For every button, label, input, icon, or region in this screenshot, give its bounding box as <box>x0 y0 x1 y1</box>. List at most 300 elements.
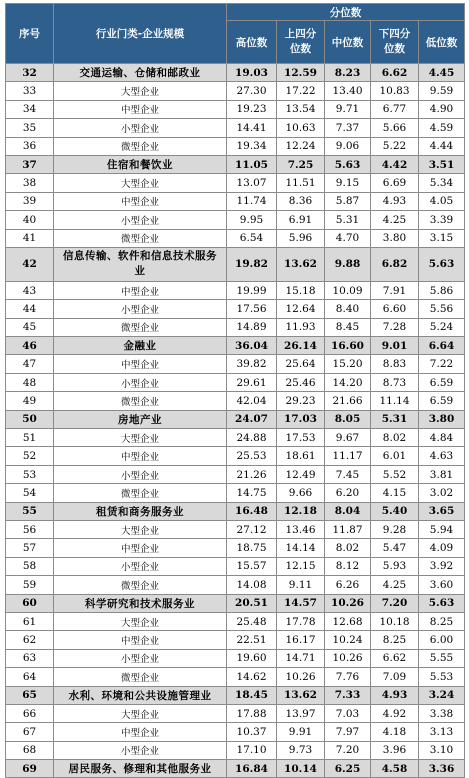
size-name-cell: 中型企业 <box>54 539 227 557</box>
high-cell: 14.41 <box>227 119 277 137</box>
low-cell: 5.24 <box>419 318 465 336</box>
low-cell: 9.59 <box>419 82 465 100</box>
upper-quartile-cell: 11.51 <box>277 174 325 192</box>
size-name-cell: 中型企业 <box>54 355 227 373</box>
header-industry: 行业门类-企业规模 <box>54 4 227 64</box>
upper-quartile-cell: 12.59 <box>277 64 325 82</box>
lower-quartile-cell: 7.91 <box>371 281 419 299</box>
high-cell: 29.61 <box>227 373 277 391</box>
size-name-cell: 中型企业 <box>54 192 227 210</box>
size-name-cell: 大型企业 <box>54 429 227 447</box>
median-cell: 10.26 <box>325 594 371 612</box>
high-cell: 22.51 <box>227 631 277 649</box>
industry-row <box>6 594 465 612</box>
upper-quartile-cell: 13.97 <box>277 704 325 722</box>
table-row <box>6 704 465 722</box>
upper-quartile-cell: 13.46 <box>277 520 325 538</box>
size-name-cell: 小型企业 <box>54 649 227 667</box>
median-cell: 8.40 <box>325 300 371 318</box>
low-cell: 4.59 <box>419 119 465 137</box>
industry-row <box>6 155 465 173</box>
row-number-cell: 51 <box>6 429 54 447</box>
lower-quartile-cell: 4.42 <box>371 155 419 173</box>
industry-name-cell: 房地产业 <box>54 410 227 428</box>
upper-quartile-cell: 25.46 <box>277 373 325 391</box>
median-cell: 6.20 <box>325 484 371 502</box>
row-number-cell: 44 <box>6 300 54 318</box>
industry-row <box>6 686 465 704</box>
high-cell: 19.99 <box>227 281 277 299</box>
low-cell: 6.64 <box>419 337 465 355</box>
table-row <box>6 484 465 502</box>
low-cell: 4.63 <box>419 447 465 465</box>
low-cell: 3.10 <box>419 741 465 759</box>
median-cell: 15.20 <box>325 355 371 373</box>
upper-quartile-cell: 7.25 <box>277 155 325 173</box>
table-row <box>6 723 465 741</box>
table-row <box>6 82 465 100</box>
header-lower-quartile: 下四分位数 <box>371 21 419 64</box>
low-cell: 3.02 <box>419 484 465 502</box>
table-row <box>6 192 465 210</box>
row-number-cell: 35 <box>6 119 54 137</box>
table-header <box>6 4 465 64</box>
row-number-cell: 41 <box>6 229 54 247</box>
lower-quartile-cell: 3.96 <box>371 741 419 759</box>
median-cell: 7.37 <box>325 119 371 137</box>
low-cell: 7.22 <box>419 355 465 373</box>
high-cell: 24.88 <box>227 429 277 447</box>
low-cell: 3.36 <box>419 760 465 778</box>
upper-quartile-cell: 12.18 <box>277 502 325 520</box>
high-cell: 14.89 <box>227 318 277 336</box>
upper-quartile-cell: 17.78 <box>277 612 325 630</box>
table-row <box>6 557 465 575</box>
median-cell: 9.15 <box>325 174 371 192</box>
header-seq: 序号 <box>6 4 54 64</box>
high-cell: 10.37 <box>227 723 277 741</box>
row-number-cell: 54 <box>6 484 54 502</box>
table-row <box>6 100 465 118</box>
upper-quartile-cell: 5.96 <box>277 229 325 247</box>
high-cell: 19.03 <box>227 64 277 82</box>
row-number-cell: 47 <box>6 355 54 373</box>
table-row <box>6 649 465 667</box>
industry-row <box>6 337 465 355</box>
median-cell: 9.88 <box>325 247 371 281</box>
high-cell: 6.54 <box>227 229 277 247</box>
low-cell: 6.00 <box>419 631 465 649</box>
table-row <box>6 137 465 155</box>
table-row <box>6 318 465 336</box>
upper-quartile-cell: 6.91 <box>277 211 325 229</box>
lower-quartile-cell: 5.31 <box>371 410 419 428</box>
median-cell: 8.04 <box>325 502 371 520</box>
row-number-cell: 65 <box>6 686 54 704</box>
industry-row <box>6 502 465 520</box>
table-row <box>6 392 465 410</box>
size-name-cell: 小型企业 <box>54 557 227 575</box>
upper-quartile-cell: 10.26 <box>277 668 325 686</box>
table-row <box>6 281 465 299</box>
high-cell: 18.45 <box>227 686 277 704</box>
high-cell: 36.04 <box>227 337 277 355</box>
industry-name-cell: 科学研究和技术服务业 <box>54 594 227 612</box>
median-cell: 10.24 <box>325 631 371 649</box>
row-number-cell: 36 <box>6 137 54 155</box>
lower-quartile-cell: 6.62 <box>371 64 419 82</box>
row-number-cell: 45 <box>6 318 54 336</box>
median-cell: 7.76 <box>325 668 371 686</box>
low-cell: 5.94 <box>419 520 465 538</box>
high-cell: 17.10 <box>227 741 277 759</box>
median-cell: 10.26 <box>325 649 371 667</box>
lower-quartile-cell: 5.93 <box>371 557 419 575</box>
high-cell: 17.88 <box>227 704 277 722</box>
row-number-cell: 37 <box>6 155 54 173</box>
size-name-cell: 微型企业 <box>54 392 227 410</box>
low-cell: 3.81 <box>419 465 465 483</box>
upper-quartile-cell: 12.64 <box>277 300 325 318</box>
size-name-cell: 微型企业 <box>54 229 227 247</box>
size-name-cell: 中型企业 <box>54 723 227 741</box>
size-name-cell: 中型企业 <box>54 631 227 649</box>
low-cell: 6.59 <box>419 373 465 391</box>
table-row <box>6 211 465 229</box>
industry-name-cell: 信息传输、软件和信息技术服务业 <box>54 247 227 281</box>
lower-quartile-cell: 9.01 <box>371 337 419 355</box>
industry-name-cell: 水利、环境和公共设施管理业 <box>54 686 227 704</box>
lower-quartile-cell: 6.60 <box>371 300 419 318</box>
low-cell: 3.38 <box>419 704 465 722</box>
row-number-cell: 39 <box>6 192 54 210</box>
industry-row <box>6 247 465 281</box>
low-cell: 3.51 <box>419 155 465 173</box>
header-median: 中位数 <box>325 21 371 64</box>
low-cell: 4.09 <box>419 539 465 557</box>
median-cell: 9.06 <box>325 137 371 155</box>
median-cell: 8.05 <box>325 410 371 428</box>
row-number-cell: 43 <box>6 281 54 299</box>
industry-name-cell: 交通运输、仓储和邮政业 <box>54 64 227 82</box>
lower-quartile-cell: 6.77 <box>371 100 419 118</box>
high-cell: 14.62 <box>227 668 277 686</box>
lower-quartile-cell: 7.09 <box>371 668 419 686</box>
median-cell: 7.20 <box>325 741 371 759</box>
median-cell: 11.87 <box>325 520 371 538</box>
lower-quartile-cell: 6.69 <box>371 174 419 192</box>
row-number-cell: 56 <box>6 520 54 538</box>
upper-quartile-cell: 9.91 <box>277 723 325 741</box>
lower-quartile-cell: 4.92 <box>371 704 419 722</box>
size-name-cell: 微型企业 <box>54 318 227 336</box>
row-number-cell: 34 <box>6 100 54 118</box>
table-row <box>6 174 465 192</box>
high-cell: 19.34 <box>227 137 277 155</box>
size-name-cell: 小型企业 <box>54 211 227 229</box>
high-cell: 9.95 <box>227 211 277 229</box>
lower-quartile-cell: 7.20 <box>371 594 419 612</box>
size-name-cell: 大型企业 <box>54 612 227 630</box>
high-cell: 15.57 <box>227 557 277 575</box>
row-number-cell: 53 <box>6 465 54 483</box>
row-number-cell: 63 <box>6 649 54 667</box>
header-upper-quartile: 上四分位数 <box>277 21 325 64</box>
lower-quartile-cell: 4.93 <box>371 192 419 210</box>
low-cell: 3.60 <box>419 576 465 594</box>
upper-quartile-cell: 17.53 <box>277 429 325 447</box>
row-number-cell: 62 <box>6 631 54 649</box>
row-number-cell: 60 <box>6 594 54 612</box>
upper-quartile-cell: 17.03 <box>277 410 325 428</box>
table-row <box>6 741 465 759</box>
industry-name-cell: 租赁和商务服务业 <box>54 502 227 520</box>
table-row <box>6 229 465 247</box>
upper-quartile-cell: 14.14 <box>277 539 325 557</box>
lower-quartile-cell: 4.25 <box>371 576 419 594</box>
header-low: 低位数 <box>419 21 465 64</box>
row-number-cell: 46 <box>6 337 54 355</box>
row-number-cell: 33 <box>6 82 54 100</box>
high-cell: 19.60 <box>227 649 277 667</box>
median-cell: 8.02 <box>325 539 371 557</box>
low-cell: 3.13 <box>419 723 465 741</box>
row-number-cell: 57 <box>6 539 54 557</box>
row-number-cell: 49 <box>6 392 54 410</box>
wage-percentile-table <box>5 3 465 778</box>
median-cell: 7.45 <box>325 465 371 483</box>
low-cell: 3.80 <box>419 410 465 428</box>
median-cell: 12.68 <box>325 612 371 630</box>
low-cell: 4.84 <box>419 429 465 447</box>
median-cell: 8.12 <box>325 557 371 575</box>
industry-name-cell: 住宿和餐饮业 <box>54 155 227 173</box>
upper-quartile-cell: 8.36 <box>277 192 325 210</box>
low-cell: 6.59 <box>419 392 465 410</box>
low-cell: 3.15 <box>419 229 465 247</box>
median-cell: 16.60 <box>325 337 371 355</box>
upper-quartile-cell: 15.18 <box>277 281 325 299</box>
table-row <box>6 576 465 594</box>
row-number-cell: 40 <box>6 211 54 229</box>
table-row <box>6 429 465 447</box>
upper-quartile-cell: 16.17 <box>277 631 325 649</box>
size-name-cell: 大型企业 <box>54 82 227 100</box>
upper-quartile-cell: 9.66 <box>277 484 325 502</box>
lower-quartile-cell: 8.02 <box>371 429 419 447</box>
low-cell: 5.34 <box>419 174 465 192</box>
upper-quartile-cell: 9.73 <box>277 741 325 759</box>
lower-quartile-cell: 6.82 <box>371 247 419 281</box>
table-row <box>6 612 465 630</box>
high-cell: 39.82 <box>227 355 277 373</box>
lower-quartile-cell: 4.58 <box>371 760 419 778</box>
table-row <box>6 373 465 391</box>
median-cell: 4.70 <box>325 229 371 247</box>
header-percentile-group: 分位数 <box>227 4 465 21</box>
row-number-cell: 69 <box>6 760 54 778</box>
high-cell: 21.26 <box>227 465 277 483</box>
row-number-cell: 59 <box>6 576 54 594</box>
median-cell: 10.09 <box>325 281 371 299</box>
row-number-cell: 50 <box>6 410 54 428</box>
median-cell: 9.67 <box>325 429 371 447</box>
upper-quartile-cell: 10.14 <box>277 760 325 778</box>
median-cell: 11.17 <box>325 447 371 465</box>
median-cell: 6.25 <box>325 760 371 778</box>
table-body <box>6 64 465 778</box>
size-name-cell: 小型企业 <box>54 465 227 483</box>
median-cell: 5.87 <box>325 192 371 210</box>
upper-quartile-cell: 14.57 <box>277 594 325 612</box>
high-cell: 19.23 <box>227 100 277 118</box>
size-name-cell: 大型企业 <box>54 174 227 192</box>
low-cell: 4.44 <box>419 137 465 155</box>
low-cell: 5.63 <box>419 594 465 612</box>
size-name-cell: 小型企业 <box>54 373 227 391</box>
upper-quartile-cell: 13.62 <box>277 247 325 281</box>
size-name-cell: 中型企业 <box>54 100 227 118</box>
lower-quartile-cell: 4.15 <box>371 484 419 502</box>
low-cell: 3.39 <box>419 211 465 229</box>
size-name-cell: 小型企业 <box>54 119 227 137</box>
high-cell: 16.84 <box>227 760 277 778</box>
table-row <box>6 520 465 538</box>
lower-quartile-cell: 4.93 <box>371 686 419 704</box>
median-cell: 14.20 <box>325 373 371 391</box>
upper-quartile-cell: 18.61 <box>277 447 325 465</box>
upper-quartile-cell: 12.15 <box>277 557 325 575</box>
low-cell: 5.63 <box>419 247 465 281</box>
table-row <box>6 631 465 649</box>
low-cell: 5.53 <box>419 668 465 686</box>
low-cell: 4.90 <box>419 100 465 118</box>
upper-quartile-cell: 12.49 <box>277 465 325 483</box>
high-cell: 25.53 <box>227 447 277 465</box>
table-row <box>6 355 465 373</box>
lower-quartile-cell: 8.25 <box>371 631 419 649</box>
high-cell: 24.07 <box>227 410 277 428</box>
row-number-cell: 42 <box>6 247 54 281</box>
lower-quartile-cell: 8.83 <box>371 355 419 373</box>
high-cell: 13.07 <box>227 174 277 192</box>
wage-percentile-table-container <box>5 3 464 778</box>
low-cell: 5.86 <box>419 281 465 299</box>
table-row <box>6 300 465 318</box>
table-row <box>6 447 465 465</box>
high-cell: 16.48 <box>227 502 277 520</box>
size-name-cell: 大型企业 <box>54 520 227 538</box>
size-name-cell: 大型企业 <box>54 704 227 722</box>
high-cell: 11.05 <box>227 155 277 173</box>
low-cell: 5.56 <box>419 300 465 318</box>
high-cell: 27.12 <box>227 520 277 538</box>
upper-quartile-cell: 26.14 <box>277 337 325 355</box>
upper-quartile-cell: 29.23 <box>277 392 325 410</box>
upper-quartile-cell: 25.64 <box>277 355 325 373</box>
low-cell: 3.92 <box>419 557 465 575</box>
lower-quartile-cell: 5.40 <box>371 502 419 520</box>
row-number-cell: 52 <box>6 447 54 465</box>
high-cell: 27.30 <box>227 82 277 100</box>
upper-quartile-cell: 17.22 <box>277 82 325 100</box>
upper-quartile-cell: 14.71 <box>277 649 325 667</box>
median-cell: 7.03 <box>325 704 371 722</box>
row-number-cell: 66 <box>6 704 54 722</box>
high-cell: 11.74 <box>227 192 277 210</box>
industry-row <box>6 410 465 428</box>
high-cell: 14.75 <box>227 484 277 502</box>
median-cell: 5.31 <box>325 211 371 229</box>
header-high: 高位数 <box>227 21 277 64</box>
table-row <box>6 668 465 686</box>
lower-quartile-cell: 11.14 <box>371 392 419 410</box>
lower-quartile-cell: 6.01 <box>371 447 419 465</box>
row-number-cell: 32 <box>6 64 54 82</box>
industry-name-cell: 居民服务、修理和其他服务业 <box>54 760 227 778</box>
table-row <box>6 539 465 557</box>
high-cell: 20.51 <box>227 594 277 612</box>
upper-quartile-cell: 10.63 <box>277 119 325 137</box>
low-cell: 3.24 <box>419 686 465 704</box>
lower-quartile-cell: 5.22 <box>371 137 419 155</box>
lower-quartile-cell: 10.83 <box>371 82 419 100</box>
high-cell: 18.75 <box>227 539 277 557</box>
median-cell: 8.23 <box>325 64 371 82</box>
median-cell: 8.45 <box>325 318 371 336</box>
lower-quartile-cell: 10.18 <box>371 612 419 630</box>
lower-quartile-cell: 4.25 <box>371 211 419 229</box>
size-name-cell: 微型企业 <box>54 137 227 155</box>
lower-quartile-cell: 8.73 <box>371 373 419 391</box>
high-cell: 19.82 <box>227 247 277 281</box>
median-cell: 9.71 <box>325 100 371 118</box>
median-cell: 21.66 <box>325 392 371 410</box>
size-name-cell: 小型企业 <box>54 741 227 759</box>
lower-quartile-cell: 4.18 <box>371 723 419 741</box>
median-cell: 7.97 <box>325 723 371 741</box>
lower-quartile-cell: 6.62 <box>371 649 419 667</box>
median-cell: 6.26 <box>325 576 371 594</box>
table-row <box>6 119 465 137</box>
row-number-cell: 64 <box>6 668 54 686</box>
low-cell: 3.65 <box>419 502 465 520</box>
industry-row <box>6 760 465 778</box>
row-number-cell: 61 <box>6 612 54 630</box>
industry-name-cell: 金融业 <box>54 337 227 355</box>
table-row <box>6 465 465 483</box>
industry-row <box>6 64 465 82</box>
row-number-cell: 67 <box>6 723 54 741</box>
lower-quartile-cell: 7.28 <box>371 318 419 336</box>
lower-quartile-cell: 9.28 <box>371 520 419 538</box>
low-cell: 5.55 <box>419 649 465 667</box>
low-cell: 4.45 <box>419 64 465 82</box>
size-name-cell: 中型企业 <box>54 281 227 299</box>
median-cell: 5.63 <box>325 155 371 173</box>
size-name-cell: 微型企业 <box>54 484 227 502</box>
high-cell: 17.56 <box>227 300 277 318</box>
row-number-cell: 55 <box>6 502 54 520</box>
row-number-cell: 58 <box>6 557 54 575</box>
upper-quartile-cell: 13.62 <box>277 686 325 704</box>
row-number-cell: 38 <box>6 174 54 192</box>
upper-quartile-cell: 11.93 <box>277 318 325 336</box>
upper-quartile-cell: 13.54 <box>277 100 325 118</box>
median-cell: 13.40 <box>325 82 371 100</box>
lower-quartile-cell: 5.52 <box>371 465 419 483</box>
size-name-cell: 小型企业 <box>54 300 227 318</box>
